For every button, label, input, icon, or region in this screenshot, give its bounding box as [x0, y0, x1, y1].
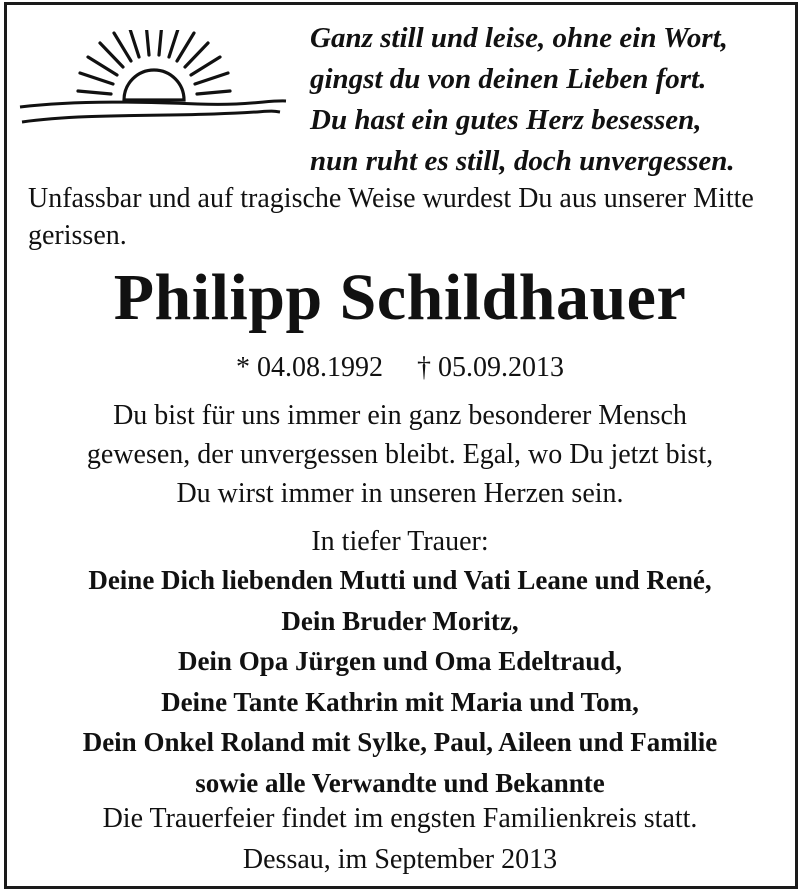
mourner-line: Dein Bruder Moritz, — [281, 605, 519, 636]
setting-sun-icon — [18, 30, 290, 134]
verse-line: gingst du von deinen Lieben fort. — [310, 63, 707, 95]
memorial-message — [0, 396, 800, 513]
mourner-line: Deine Dich liebenden Mutti und Vati Leane und René, — [88, 565, 712, 595]
message-line: Du wirst immer in unseren Herzen sein. — [176, 478, 624, 509]
message-line: Du bist für uns immer ein ganz besonderer Mensch — [113, 400, 687, 431]
funeral-note: Die Trauerfeier findet im engsten Familienkreis statt. — [102, 803, 698, 834]
message-line: gewesen, der unvergessen bleibt. Egal, wo Du jetzt bist, — [86, 439, 714, 470]
deceased-name: Philipp Schildhauer — [113, 261, 687, 334]
mourner-line: Dein Onkel Roland mit Sylke, Paul, Aileen und Familie — [82, 727, 718, 757]
mourner-line: Dein Opa Jürgen und Oma Edeltraud, — [177, 646, 623, 676]
notice-footer — [0, 798, 800, 880]
mourners-list — [0, 560, 800, 803]
verse-line: Du hast ein gutes Herz besessen, — [310, 104, 702, 136]
verse-line: Ganz still und leise, ohne ein Wort, — [310, 22, 728, 54]
birth-date: * 04.08.1992 — [236, 352, 383, 383]
mourner-line: Deine Tante Kathrin mit Maria und Tom, — [161, 686, 639, 717]
verse-line: nun ruht es still, doch unvergessen. — [310, 145, 735, 177]
death-date: † 05.09.2013 — [417, 352, 564, 383]
intro-text: Unfassbar und auf tragische Weise wurdest Du aus unserer Mitte gerissen. — [28, 183, 754, 251]
mourner-line: sowie alle Verwandte und Bekannte — [195, 767, 605, 798]
life-dates — [0, 350, 800, 386]
memorial-verse — [310, 18, 780, 182]
mourning-label: In tiefer Trauer: — [311, 526, 489, 557]
place-date: Dessau, im September 2013 — [242, 844, 558, 875]
